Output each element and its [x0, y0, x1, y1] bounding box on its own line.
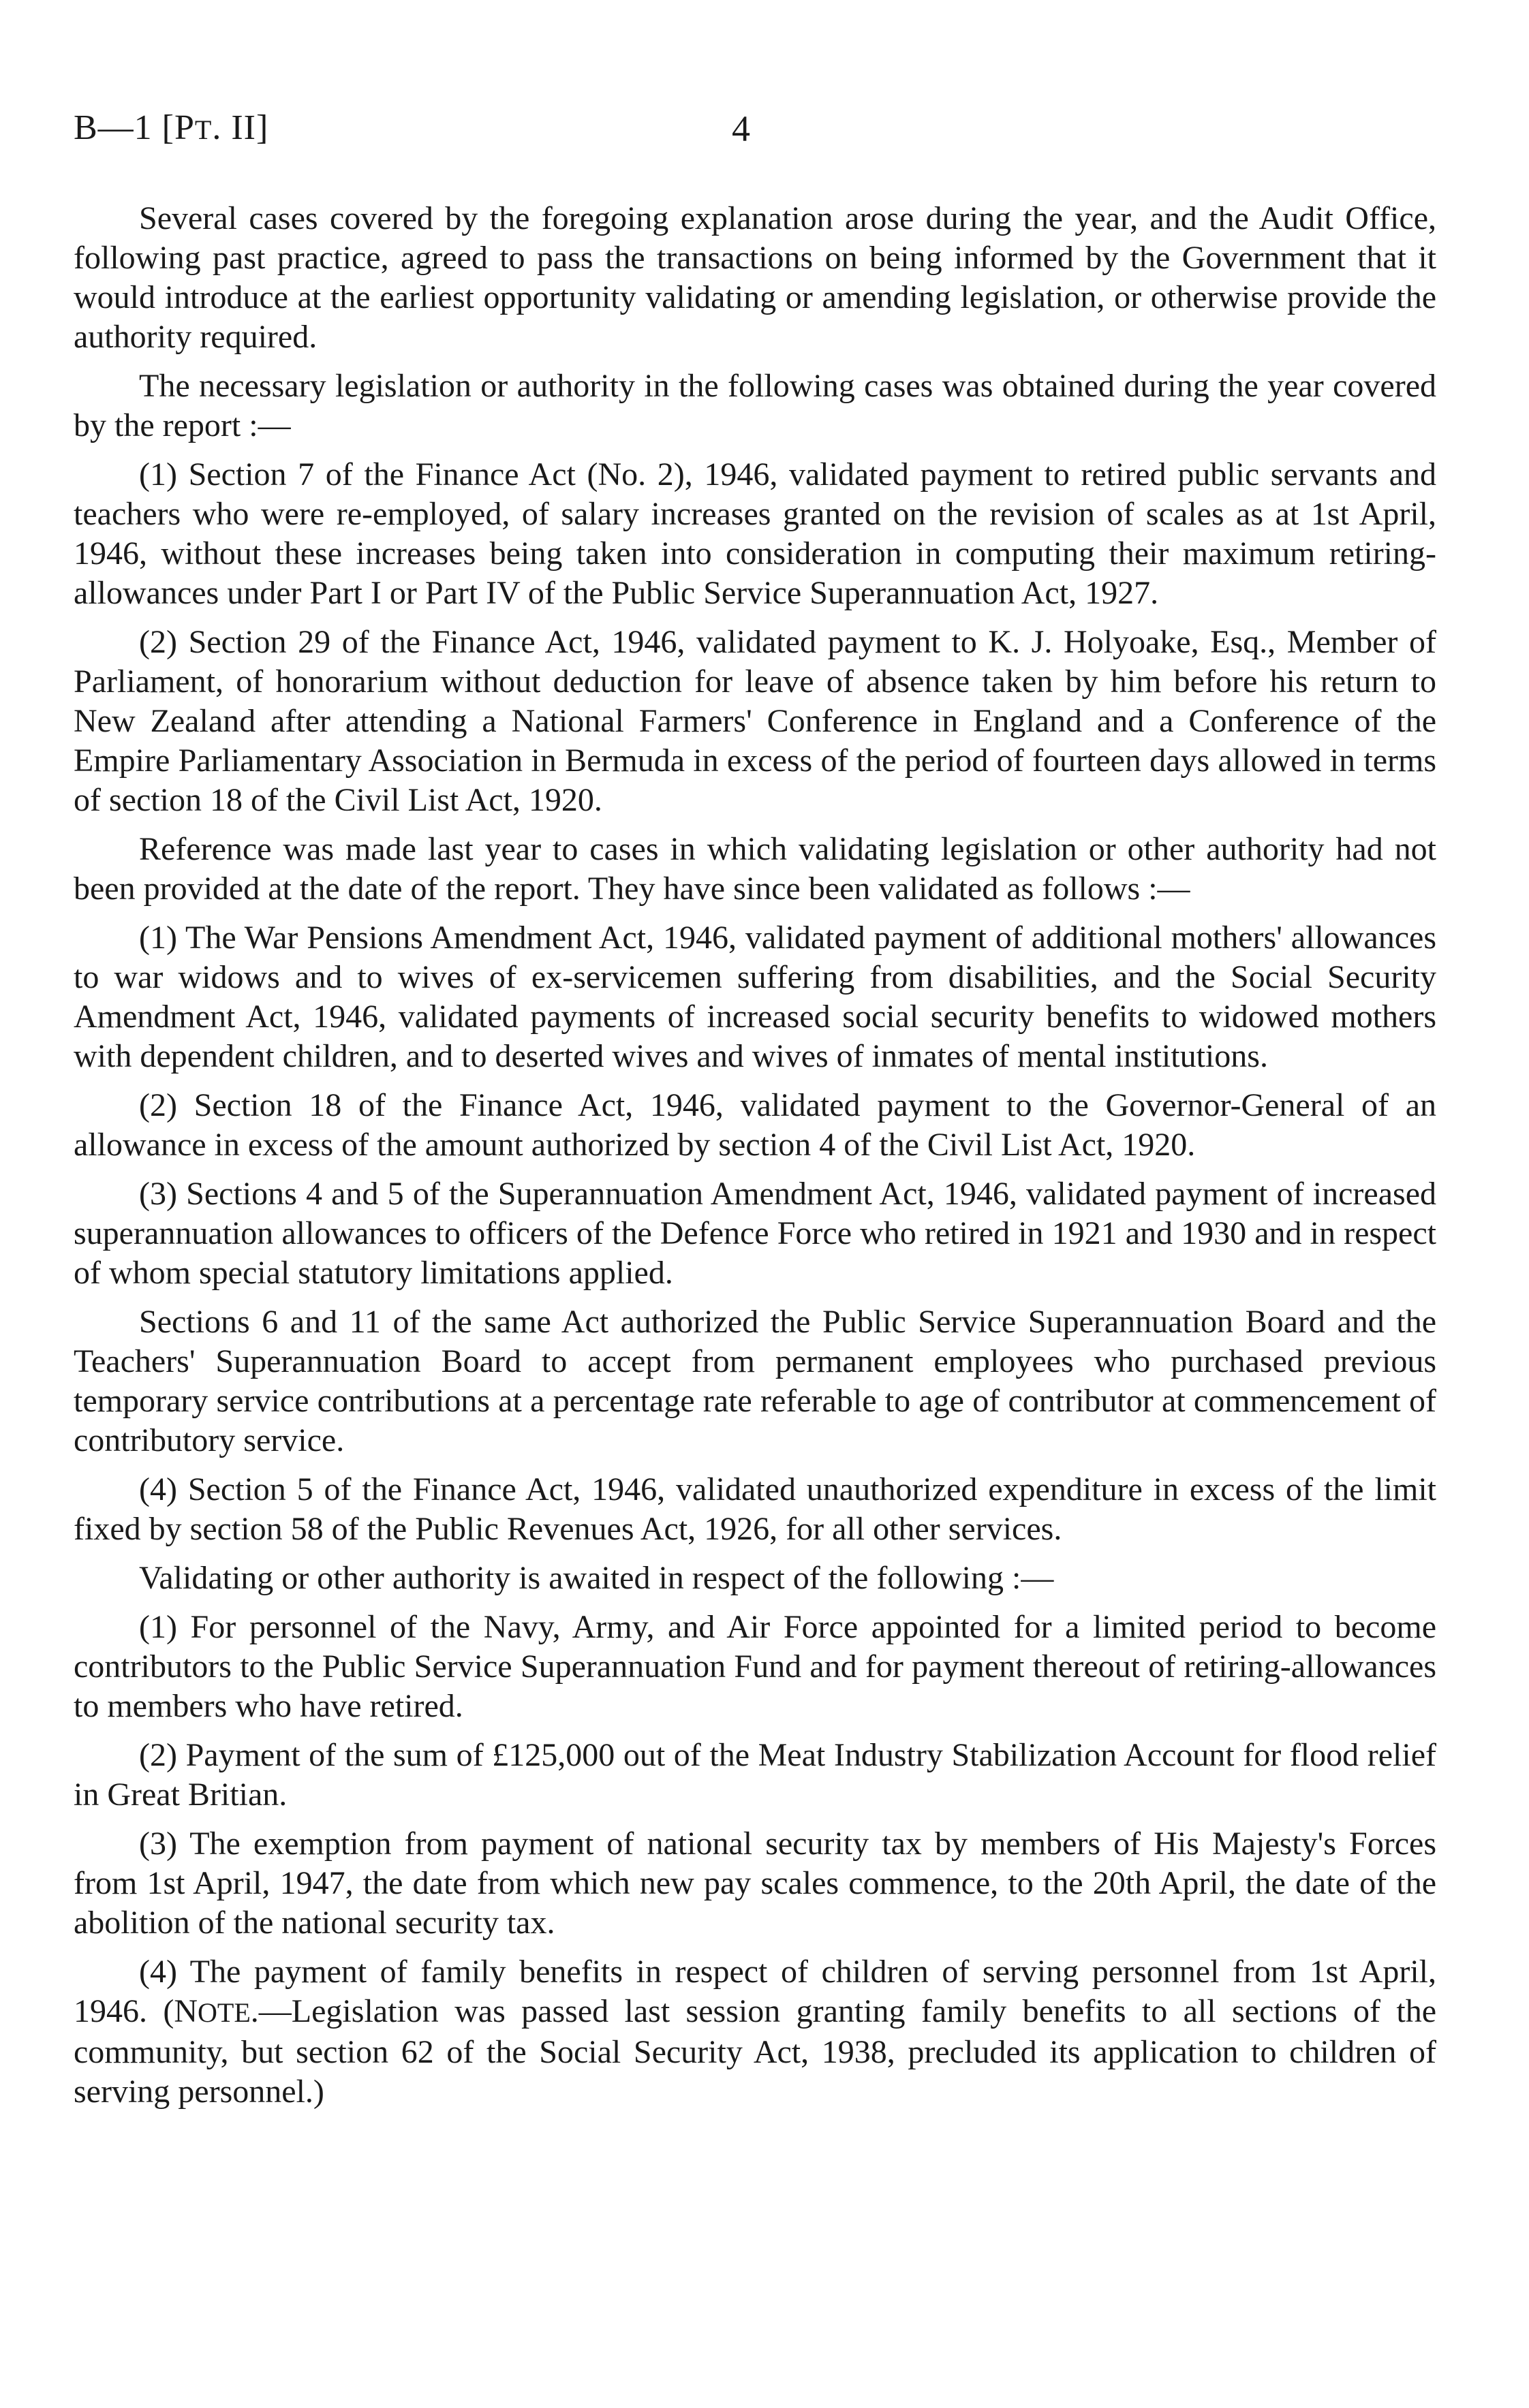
list-item: (1) Section 7 of the Finance Act (No. 2), 1946, validated payment to retired public servants and teachers who were re-employed, of salary increases granted on the revision of scales as at 1st April, 1946, without these increases being taken into consideration in computing their maximum retiring-allowances under Part I or Part IV of the Public Service Superannuation Act, 1927.	[74, 456, 1436, 611]
page-header	[74, 108, 1491, 162]
paragraph: Sections 6 and 11 of the same Act authorized the Public Service Superannuation Board and the Teachers' Superannuation Board to accept from permanent employees who purchased previous temporary service contributions at a percentage rate referable to age of contributor at commencement of contributory service.	[74, 1304, 1436, 1458]
list-item: (4) Section 5 of the Finance Act, 1946, validated unauthorized expenditure in excess of the limit fixed by section 58 of the Public Revenues Act, 1926, for all other services.	[74, 1471, 1436, 1547]
paragraph: The necessary legislation or authority in the following cases was obtained during the year covered by the report :—	[74, 368, 1436, 443]
list-item: (3) Sections 4 and 5 of the Superannuation Amendment Act, 1946, validated payment of increased superannuation allowances to officers of the Defence Force who retired in 1921 and 1930 and in respect of whom special statutory limitations applied.	[74, 1176, 1436, 1291]
paragraph: Several cases covered by the foregoing explanation arose during the year, and the Audit Office, following past practice, agreed to pass the transactions on being informed by the Government that it would introduce at the earliest opportunity validating or amending legislation, or otherwise provide the authority required.	[74, 200, 1436, 355]
paragraph: Reference was made last year to cases in which validating legislation or other authority had not been provided at the date of the report. They have since been validated as follows :—	[74, 831, 1436, 907]
page-number: 4	[732, 108, 750, 149]
document-reference: B—1 [PT. II]	[74, 108, 269, 147]
list-item: (3) The exemption from payment of national security tax by members of His Majesty's Forces from 1st April, 1947, the date from which new pay scales commence, to the 20th April, the date of the abolition of the national security tax.	[74, 1826, 1436, 1941]
list-item: (1) For personnel of the Navy, Army, and Air Force appointed for a limited period to become contributors to the Public Service Superannuation Fund and for payment thereout of retiring-allowances to members who have retired.	[74, 1609, 1436, 1724]
list-item: (4) The payment of family benefits in respect of children of serving personnel from 1st April, 1946. (NOTE.—Legislation was passed last session granting family benefits to all sections of the community, but section 62 of the Social Security Act, 1938, precluded its application to children of serving personnel.)	[74, 1954, 1436, 2110]
list-item: (2) Payment of the sum of £125,000 out of the Meat Industry Stabilization Account for flood relief in Great Britian.	[74, 1737, 1436, 1813]
list-item: (2) Section 29 of the Finance Act, 1946, validated payment to K. J. Holyoake, Esq., Member of Parliament, of honorarium without deduction for leave of absence taken by him before his return to New Zealand after attending a National Farmers' Conference in England and a Conference of the Empire Parliamentary Association in Bermuda in excess of the period of fourteen days allowed in terms of section 18 of the Civil List Act, 1920.	[74, 624, 1436, 818]
document-body	[74, 199, 1436, 2121]
list-item: (2) Section 18 of the Finance Act, 1946, validated payment to the Governor-General of an allowance in excess of the amount authorized by section 4 of the Civil List Act, 1920.	[74, 1087, 1436, 1163]
list-item: (1) The War Pensions Amendment Act, 1946, validated payment of additional mothers' allowances to war widows and to wives of ex-servicemen suffering from disabilities, and the Social Security Amendment Act, 1946, validated payments of increased social security benefits to widowed mothers with dependent children, and to deserted wives and wives of inmates of mental institutions.	[74, 920, 1436, 1074]
paragraph: Validating or other authority is awaited in respect of the following :—	[139, 1560, 1054, 1596]
